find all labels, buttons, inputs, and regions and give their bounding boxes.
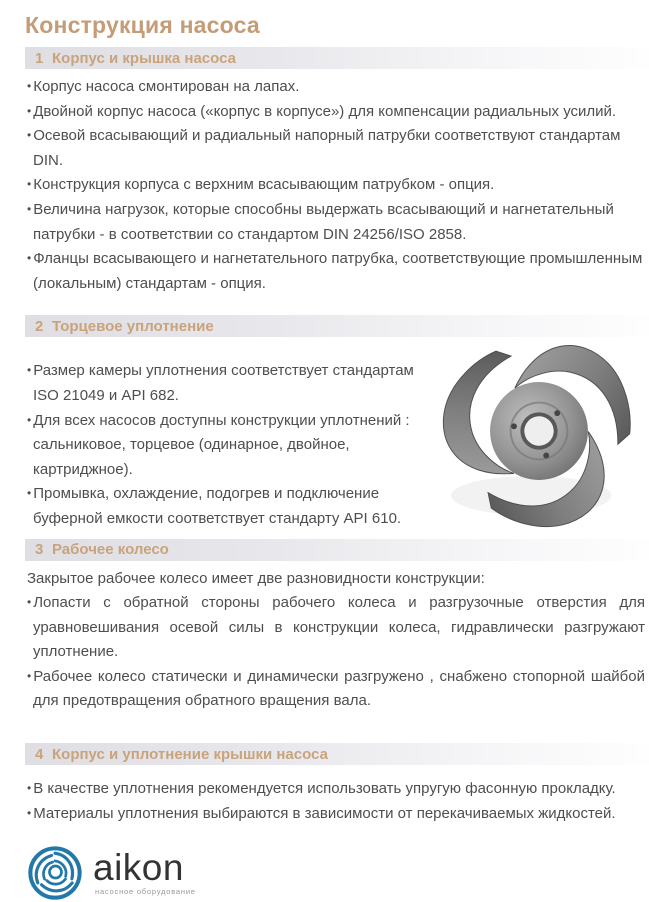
list-item: • Двойной корпус насоса («корпус в корпусе») для компенсации радиальных усилий. [27, 100, 645, 125]
impeller-photo [439, 338, 639, 524]
section-4-list [27, 777, 645, 826]
list-item: • Рабочее колесо статически и динамически разгружено , снабжено стопорной шайбой для предотвращения обратного вращения вала. [27, 665, 645, 714]
list-item: • Фланцы всасывающего и нагнетательного патрубка, соответствующие промышленным (локальным) стандартам - опция. [27, 247, 645, 296]
brand-block [93, 846, 196, 896]
section-1-list [27, 75, 645, 296]
impeller-image [439, 338, 639, 524]
section-2-list [27, 359, 431, 531]
section-4-header [25, 743, 649, 765]
section-3-header [25, 539, 649, 561]
brand-wordmark: aikon [93, 846, 184, 888]
section-3-list [27, 591, 645, 714]
list-item: • Промывка, охлаждение, подогрев и подключение буферной емкости соответствует стандарту API 610. [27, 482, 431, 531]
swirl-logo-icon [26, 844, 84, 902]
list-item: • В качестве уплотнения рекомендуется использовать упругую фасонную прокладку. [27, 777, 645, 802]
page-title: Конструкция насоса [25, 12, 260, 38]
list-item: • Для всех насосов доступны конструкции уплотнений : сальниковое, торцевое (одинарное, двойное, картриджное). [27, 409, 431, 483]
section-3-number: 3 [35, 541, 44, 558]
brand-tagline: насосное оборудование [95, 886, 196, 896]
section-1-number: 1 [35, 49, 44, 67]
section-3-intro: Закрытое рабочее колесо имеет две разновидности конструкции: [27, 569, 485, 587]
list-item: • Величина нагрузок, которые способны выдержать всасывающий и нагнетательный патрубки - в соответствии со стандартом DIN 24256/ISO 2858. [27, 198, 645, 247]
list-item: • Лопасти с обратной стороны рабочего колеса и разгрузочные отверстия для уравновешивания осевой силы в конструкции колеса, гидравлически разгружают уплотнение. [27, 591, 645, 665]
section-1-header [25, 47, 649, 69]
aikon-logo [26, 844, 649, 902]
list-item: • Размер камеры уплотнения соответствует стандартам ISO 21049 и API 682. [27, 359, 431, 408]
section-2-header [25, 315, 649, 337]
section-4-title: Корпус и уплотнение крышки насоса [52, 745, 328, 763]
section-2-number: 2 [35, 317, 44, 335]
list-item: • Осевой всасывающий и радиальный напорный патрубки соответствуют стандартам DIN. [27, 124, 645, 173]
section-1-title: Корпус и крышка насоса [52, 49, 236, 67]
section-2-content [0, 337, 649, 531]
list-item: • Конструкция корпуса с верхним всасывающим патрубком - опция. [27, 173, 645, 198]
section-2-title: Торцевое уплотнение [52, 317, 214, 335]
list-item: • Корпус насоса смонтирован на лапах. [27, 75, 645, 100]
list-item: • Материалы уплотнения выбираются в зависимости от перекачиваемых жидкостей. [27, 802, 645, 827]
section-3-title: Рабочее колесо [52, 541, 169, 558]
section-4-number: 4 [35, 745, 44, 763]
